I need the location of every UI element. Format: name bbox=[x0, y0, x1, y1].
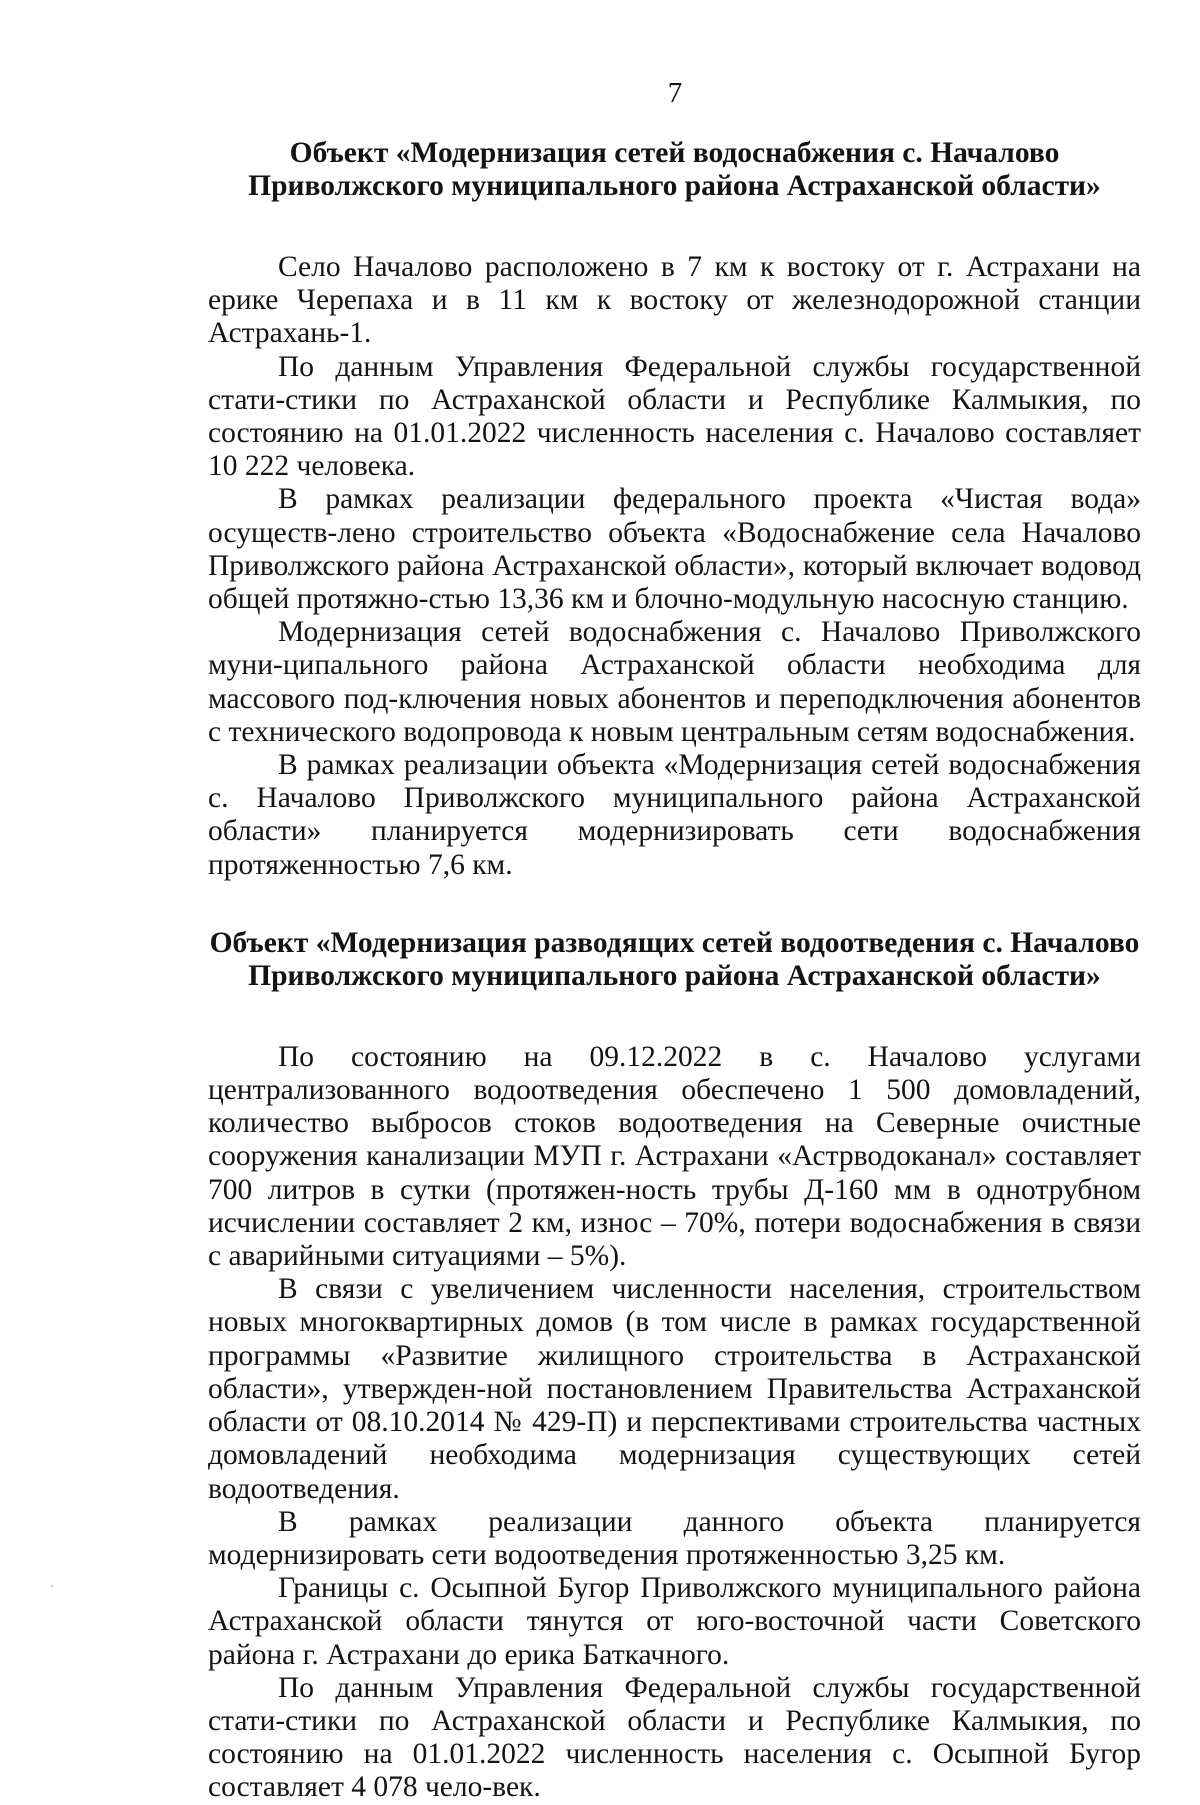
document-body bbox=[208, 137, 1141, 1805]
section-heading-sewerage bbox=[208, 927, 1141, 993]
heading-line: Объект «Модернизация разводящих сетей водоотведения с. Началово bbox=[209, 926, 1140, 959]
heading-line: Приволжского муниципального района Астраханской области» bbox=[248, 959, 1101, 992]
paragraph: В рамках реализации данного объекта планируется модернизировать сети водоотведения протяженностью 3,25 км. bbox=[208, 1505, 1141, 1571]
page-number: 7 bbox=[667, 77, 683, 109]
scan-speck bbox=[51, 1585, 53, 1587]
paragraph: В связи с увеличением численности населения, строительством новых многоквартирных домов (в том числе в рамках государственной программы «Развитие жилищного строительства в Астраханской области», утвержден-ной постановлением Правительства Астраханской области от 08.10.2014 № 429-П) и перспективами строительства частных домовладений необходима модернизация существующих сетей водоотведения. bbox=[208, 1273, 1141, 1505]
paragraph: Модернизация сетей водоснабжения с. Началово Приволжского муни-ципального района Астраханской области необходима для массового под-ключения новых абонентов и переподключения абонентов с технического водопровода к новым центральным сетям водоснабжения. bbox=[208, 616, 1141, 748]
paragraph: Границы с. Осыпной Бугор Приволжского муниципального района Астраханской области тянутся от юго-восточной части Советского района г. Астрахани до ерика Баткачного. bbox=[208, 1572, 1141, 1671]
section-heading-water-supply bbox=[208, 137, 1141, 203]
paragraph: В рамках реализации федерального проекта «Чистая вода» осуществ-лено строительство объекта «Водоснабжение села Началово Приволжского района Астраханской области», который включает водовод общей протяжно-стью 13,36 км и блочно-модульную насосную станцию. bbox=[208, 483, 1141, 616]
paragraph: В рамках реализации объекта «Модернизация сетей водоснабжения с. Началово Приволжского муниципального района Астраханской области» планируется модернизировать сети водоснабжения протяженностью 7,6 км. bbox=[208, 749, 1141, 881]
paragraph: По данным Управления Федеральной службы государственной стати-стики по Астраханской области и Республике Калмыкия, по состоянию на 01.01.2022 численность населения с. Осыпной Бугор составляет 4 078 чело-век. bbox=[208, 1671, 1141, 1804]
paragraph: Село Началово расположено в 7 км к востоку от г. Астрахани на ерике Черепаха и в 11 км к востоку от железнодорожной станции Астрахань-1. bbox=[208, 251, 1141, 350]
heading-line: Приволжского муниципального района Астраханской области» bbox=[248, 170, 1101, 202]
heading-line: Объект «Модернизация сетей водоснабжения с. Началово bbox=[289, 137, 1060, 169]
paragraph: По состоянию на 09.12.2022 в с. Началово услугами централизованного водоотведения обеспечено 1 500 домовладений, количество выбросов стоков водоотведения на Северные очистные сооружения канализации МУП г. Астрахани «Астрводоканал» составляет 700 литров в сутки (протяжен-ность трубы Д-160 мм в однотрубном исчислении составляет 2 км, износ – 70%, потери водоснабжения в связи с аварийными ситуациями – 5%). bbox=[208, 1040, 1141, 1273]
paragraph: По данным Управления Федеральной службы государственной стати-стики по Астраханской области и Республике Калмыкия, по состоянию на 01.01.2022 численность населения с. Началово составляет 10 222 человека. bbox=[208, 350, 1141, 483]
